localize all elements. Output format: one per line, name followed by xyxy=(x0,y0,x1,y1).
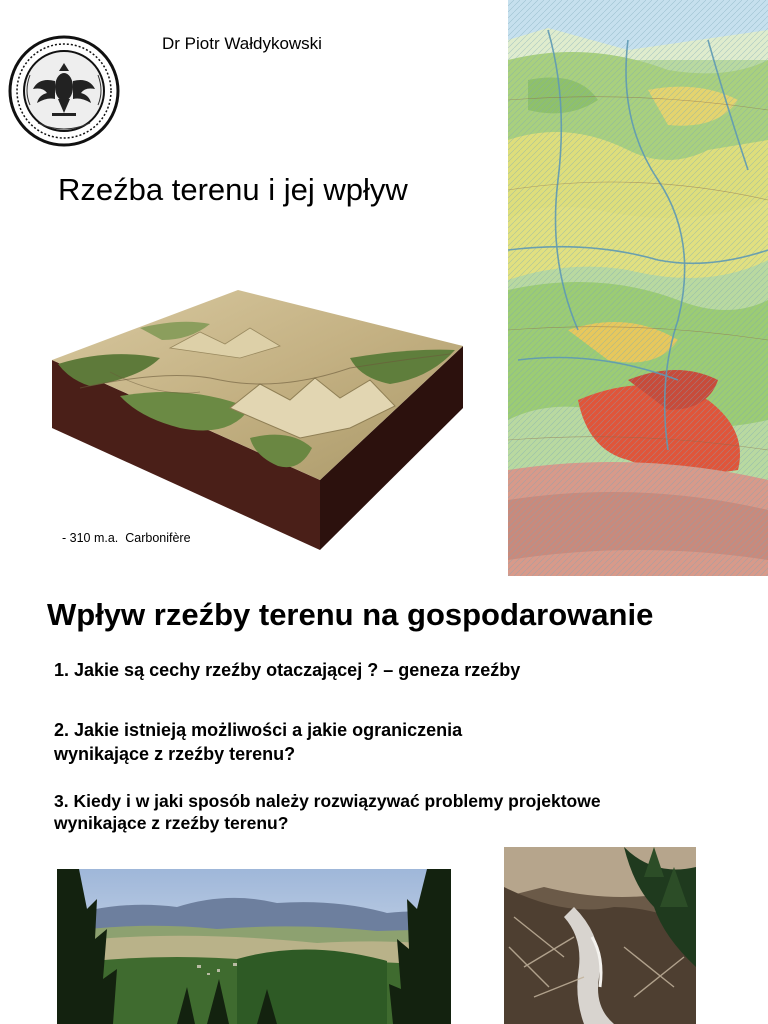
university-seal xyxy=(8,35,120,147)
question-1 xyxy=(54,658,520,682)
question-3 xyxy=(54,790,601,834)
eroded-slope-photo xyxy=(504,847,696,1024)
question-1-line-1: 1. Jakie są cechy rzeźby otaczającej ? – geneza rzeźby xyxy=(54,660,521,680)
question-2-line-2: wynikające z rzeźby terenu? xyxy=(54,744,296,764)
section-heading: Wpływ rzeźby terenu na gospodarowanie xyxy=(47,597,654,632)
terrain-block-diagram xyxy=(50,288,465,553)
question-2-line-1: 2. Jakie istnieją możliwości a jakie ograniczenia xyxy=(54,720,463,740)
diagram-caption: - 310 m.a. Carbonifère xyxy=(62,531,191,545)
question-3-line-1: 3. Kiedy i w jaki sposób należy rozwiązywać problemy projektowe xyxy=(54,791,601,811)
page-title: Rzeźba terenu i jej wpływ xyxy=(58,172,408,207)
question-3-line-2: wynikające z rzeźby terenu? xyxy=(54,813,289,833)
mountain-landscape-photo xyxy=(57,869,451,1024)
author-name: Dr Piotr Wałdykowski xyxy=(162,34,322,53)
question-2 xyxy=(54,718,462,766)
geological-map xyxy=(508,0,768,576)
